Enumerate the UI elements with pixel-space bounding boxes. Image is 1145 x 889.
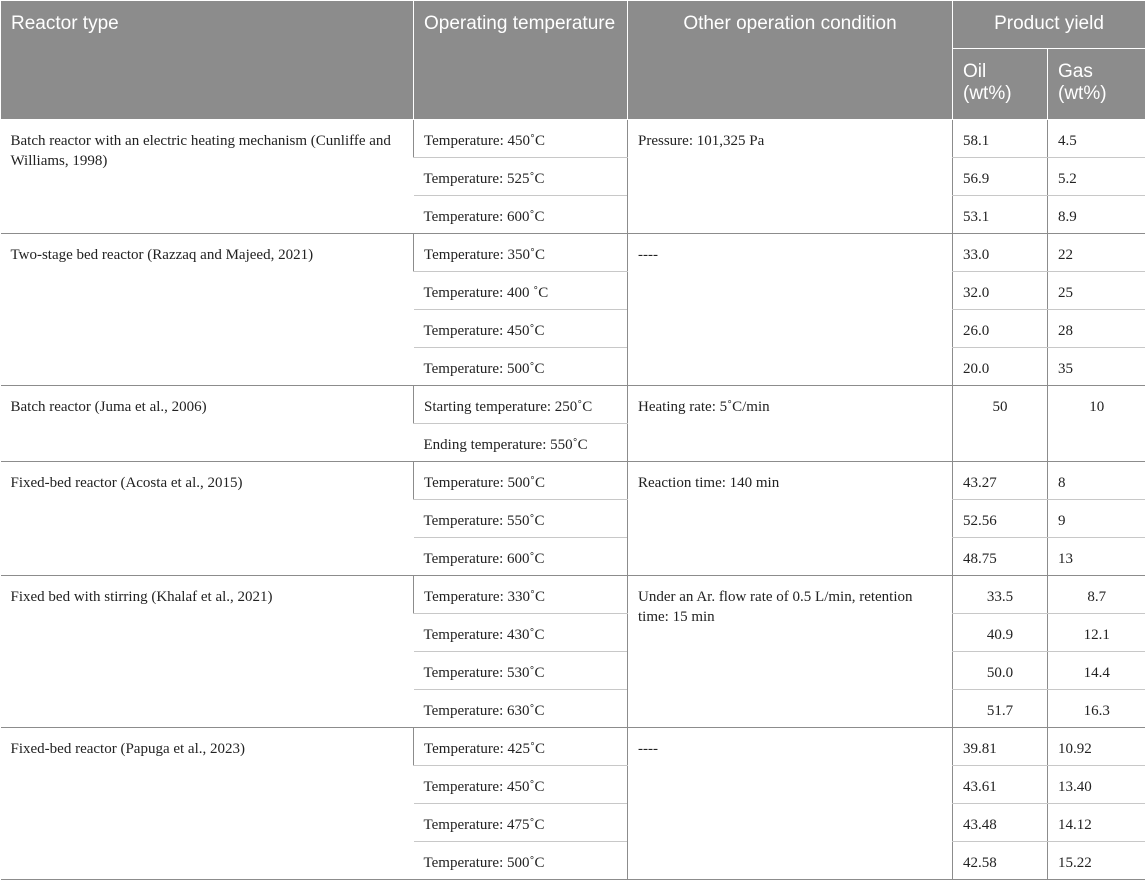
oil-cell: 33.0 <box>953 234 1048 272</box>
oil-cell: 56.9 <box>953 158 1048 196</box>
oil-cell: 51.7 <box>953 690 1048 728</box>
condition-cell: Reaction time: 140 min <box>628 462 953 576</box>
table-row <box>1 462 1145 500</box>
condition-cell: Heating rate: 5˚C/min <box>628 386 953 462</box>
table-row <box>1 120 1145 158</box>
temperature-cell: Temperature: 430˚C <box>414 614 628 652</box>
oil-cell: 20.0 <box>953 348 1048 386</box>
temperature-cell: Temperature: 550˚C <box>414 500 628 538</box>
reactor-cell: Fixed bed with stirring (Khalaf et al., 2021) <box>1 576 414 728</box>
gas-cell: 16.3 <box>1048 690 1145 728</box>
temperature-cell: Ending temperature: 550˚C <box>414 424 628 462</box>
header-gas: Gas (wt%) <box>1048 49 1145 120</box>
table-row <box>1 728 1145 766</box>
gas-cell: 10 <box>1048 386 1145 462</box>
condition-cell: Pressure: 101,325 Pa <box>628 120 953 234</box>
oil-cell: 26.0 <box>953 310 1048 348</box>
gas-cell: 14.12 <box>1048 804 1145 842</box>
header-other-condition: Other operation condition <box>628 1 953 120</box>
gas-cell: 22 <box>1048 234 1145 272</box>
gas-cell: 25 <box>1048 272 1145 310</box>
gas-cell: 13 <box>1048 538 1145 576</box>
gas-cell: 14.4 <box>1048 652 1145 690</box>
oil-cell: 43.48 <box>953 804 1048 842</box>
oil-cell: 52.56 <box>953 500 1048 538</box>
reactor-cell: Two-stage bed reactor (Razzaq and Majeed, 2021) <box>1 234 414 386</box>
reactor-cell: Batch reactor with an electric heating mechanism (Cunliffe and Williams, 1998) <box>1 120 414 234</box>
gas-cell: 8.9 <box>1048 196 1145 234</box>
gas-cell: 15.22 <box>1048 842 1145 880</box>
reactor-cell: Fixed-bed reactor (Papuga et al., 2023) <box>1 728 414 880</box>
temperature-cell: Temperature: 600˚C <box>414 196 628 234</box>
reactor-cell: Fixed-bed reactor (Acosta et al., 2015) <box>1 462 414 576</box>
oil-cell: 40.9 <box>953 614 1048 652</box>
temperature-cell: Temperature: 600˚C <box>414 538 628 576</box>
table-row <box>1 576 1145 614</box>
temperature-cell: Starting temperature: 250˚C <box>414 386 628 424</box>
condition-cell: Under an Ar. flow rate of 0.5 L/min, retention time: 15 min <box>628 576 953 728</box>
temperature-cell: Temperature: 630˚C <box>414 690 628 728</box>
header-oil: Oil (wt%) <box>953 49 1048 120</box>
gas-cell: 35 <box>1048 348 1145 386</box>
gas-cell: 9 <box>1048 500 1145 538</box>
oil-cell: 43.61 <box>953 766 1048 804</box>
reactor-cell: Batch reactor (Juma et al., 2006) <box>1 386 414 462</box>
temperature-cell: Temperature: 400 ˚C <box>414 272 628 310</box>
header-product-yield: Product yield <box>953 1 1145 49</box>
temperature-cell: Temperature: 530˚C <box>414 652 628 690</box>
gas-cell: 28 <box>1048 310 1145 348</box>
oil-cell: 58.1 <box>953 120 1048 158</box>
header-reactor-type: Reactor type <box>1 1 414 120</box>
oil-cell: 42.58 <box>953 842 1048 880</box>
oil-cell: 48.75 <box>953 538 1048 576</box>
table-row <box>1 234 1145 272</box>
oil-cell: 50 <box>953 386 1048 462</box>
temperature-cell: Temperature: 525˚C <box>414 158 628 196</box>
oil-cell: 39.81 <box>953 728 1048 766</box>
temperature-cell: Temperature: 475˚C <box>414 804 628 842</box>
gas-cell: 13.40 <box>1048 766 1145 804</box>
condition-cell: ---- <box>628 728 953 880</box>
condition-cell: ---- <box>628 234 953 386</box>
gas-cell: 5.2 <box>1048 158 1145 196</box>
temperature-cell: Temperature: 450˚C <box>414 120 628 158</box>
temperature-cell: Temperature: 330˚C <box>414 576 628 614</box>
temperature-cell: Temperature: 450˚C <box>414 766 628 804</box>
oil-cell: 32.0 <box>953 272 1048 310</box>
temperature-cell: Temperature: 450˚C <box>414 310 628 348</box>
temperature-cell: Temperature: 350˚C <box>414 234 628 272</box>
gas-cell: 12.1 <box>1048 614 1145 652</box>
oil-cell: 33.5 <box>953 576 1048 614</box>
gas-cell: 10.92 <box>1048 728 1145 766</box>
gas-cell: 8.7 <box>1048 576 1145 614</box>
oil-cell: 50.0 <box>953 652 1048 690</box>
header-operating-temperature: Operating temperature <box>414 1 628 120</box>
temperature-cell: Temperature: 425˚C <box>414 728 628 766</box>
gas-cell: 4.5 <box>1048 120 1145 158</box>
oil-cell: 53.1 <box>953 196 1048 234</box>
temperature-cell: Temperature: 500˚C <box>414 842 628 880</box>
temperature-cell: Temperature: 500˚C <box>414 348 628 386</box>
table-row <box>1 386 1145 424</box>
oil-cell: 43.27 <box>953 462 1048 500</box>
gas-cell: 8 <box>1048 462 1145 500</box>
temperature-cell: Temperature: 500˚C <box>414 462 628 500</box>
